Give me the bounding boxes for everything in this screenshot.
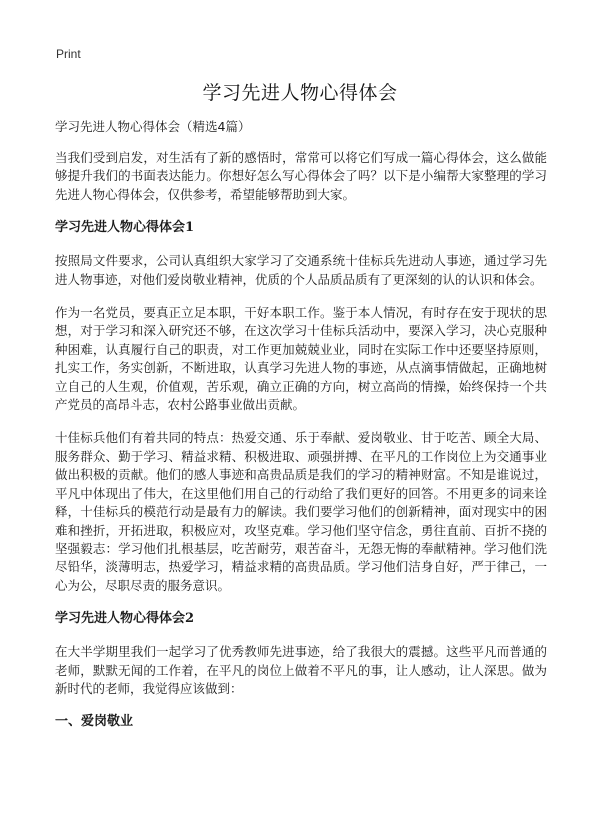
article-body [55, 118, 547, 746]
article-subtitle: 学习先进人物心得体会（精选4篇） [55, 119, 251, 134]
section1-paragraph-2: 作为一名党员，要真正立足本职，干好本职工作。鉴于本人情况，有时存在安于现状的思想，对于学习和深入研究还不够，在这次学习十佳标兵活动中，要深入学习，决心克服种种困难，认真履行自己的职责，对工作更加兢兢业业，同时在实际工作中还要坚持原则，扎实工作，务实创新，不断进取，认真学习先进人物的事迹，从点滴事情做起，正确地树立自己的人生观，价值观，苦乐观，确立正确的方向，树立高尚的情操，始终保持一个共产党员的高昂斗志，农村公路事业做出贡献。 [55, 305, 547, 413]
section-heading-1: 学习先进人物心得体会1 [55, 220, 195, 236]
section-heading-2: 学习先进人物心得体会2 [55, 611, 195, 627]
section2-subheading: 一、爱岗敬业 [55, 714, 134, 730]
print-link[interactable]: Print [56, 47, 81, 61]
section1-paragraph-1: 按照局文件要求，公司认真组织大家学习了交通系统十佳标兵先进动人事迹，通过学习先进人物事迹，对他们爱岗敬业精神，优质的个人品质品质有了更深刻的认的认识和体会。 [55, 253, 547, 287]
section1-paragraph-3: 十佳标兵他们有着共同的特点：热爱交通、乐于奉献、爱岗敬业、甘于吃苦、顾全大局、服务群众、勤于学习、精益求精、积极进取、顽强拼搏、在平凡的工作岗位上为交通事业做出积极的贡献。他们的感人事迹和高贵品质是我们的学习的精神财富。不知是谁说过，平凡中体现出了伟大，在这里他们用自己的行动给了我们更好的回答。不用更多的词来诠释，十佳标兵的模范行动是最有力的解读。我们要学习他们的创新精神，面对现实中的困难和挫折，开拓进取，积极应对，攻坚克难。学习他们坚守信念，勇往直前、百折不挠的坚强毅志：学习他们扎根基层，吃苦耐劳，艰苦奋斗，无怨无悔的奉献精神。学习他们洗尽铅华，淡薄明志，热爱学习，精益求精的高贵品质。学习他们洁身自好，严于律己，一心为公，尽职尽责的服务意识。 [55, 430, 547, 593]
page-title: 学习先进人物心得体会 [202, 82, 398, 104]
section2-paragraph-1: 在大半学期里我们一起学习了优秀教师先进事迹，给了我很大的震撼。这些平凡而普通的老师，默默无闻的工作着，在平凡的岗位上做着不平凡的事，让人感动，让人深思。做为新时代的老师，我觉得应该做到： [55, 644, 547, 696]
intro-paragraph: 当我们受到启发，对生活有了新的感悟时，常常可以将它们写成一篇心得体会，这么做能够提升我们的书面表达能力。你想好怎么写心得体会了吗？以下是小编帮大家整理的学习先进人物心得体会，仅供参考，希望能够帮助到大家。 [55, 150, 547, 202]
